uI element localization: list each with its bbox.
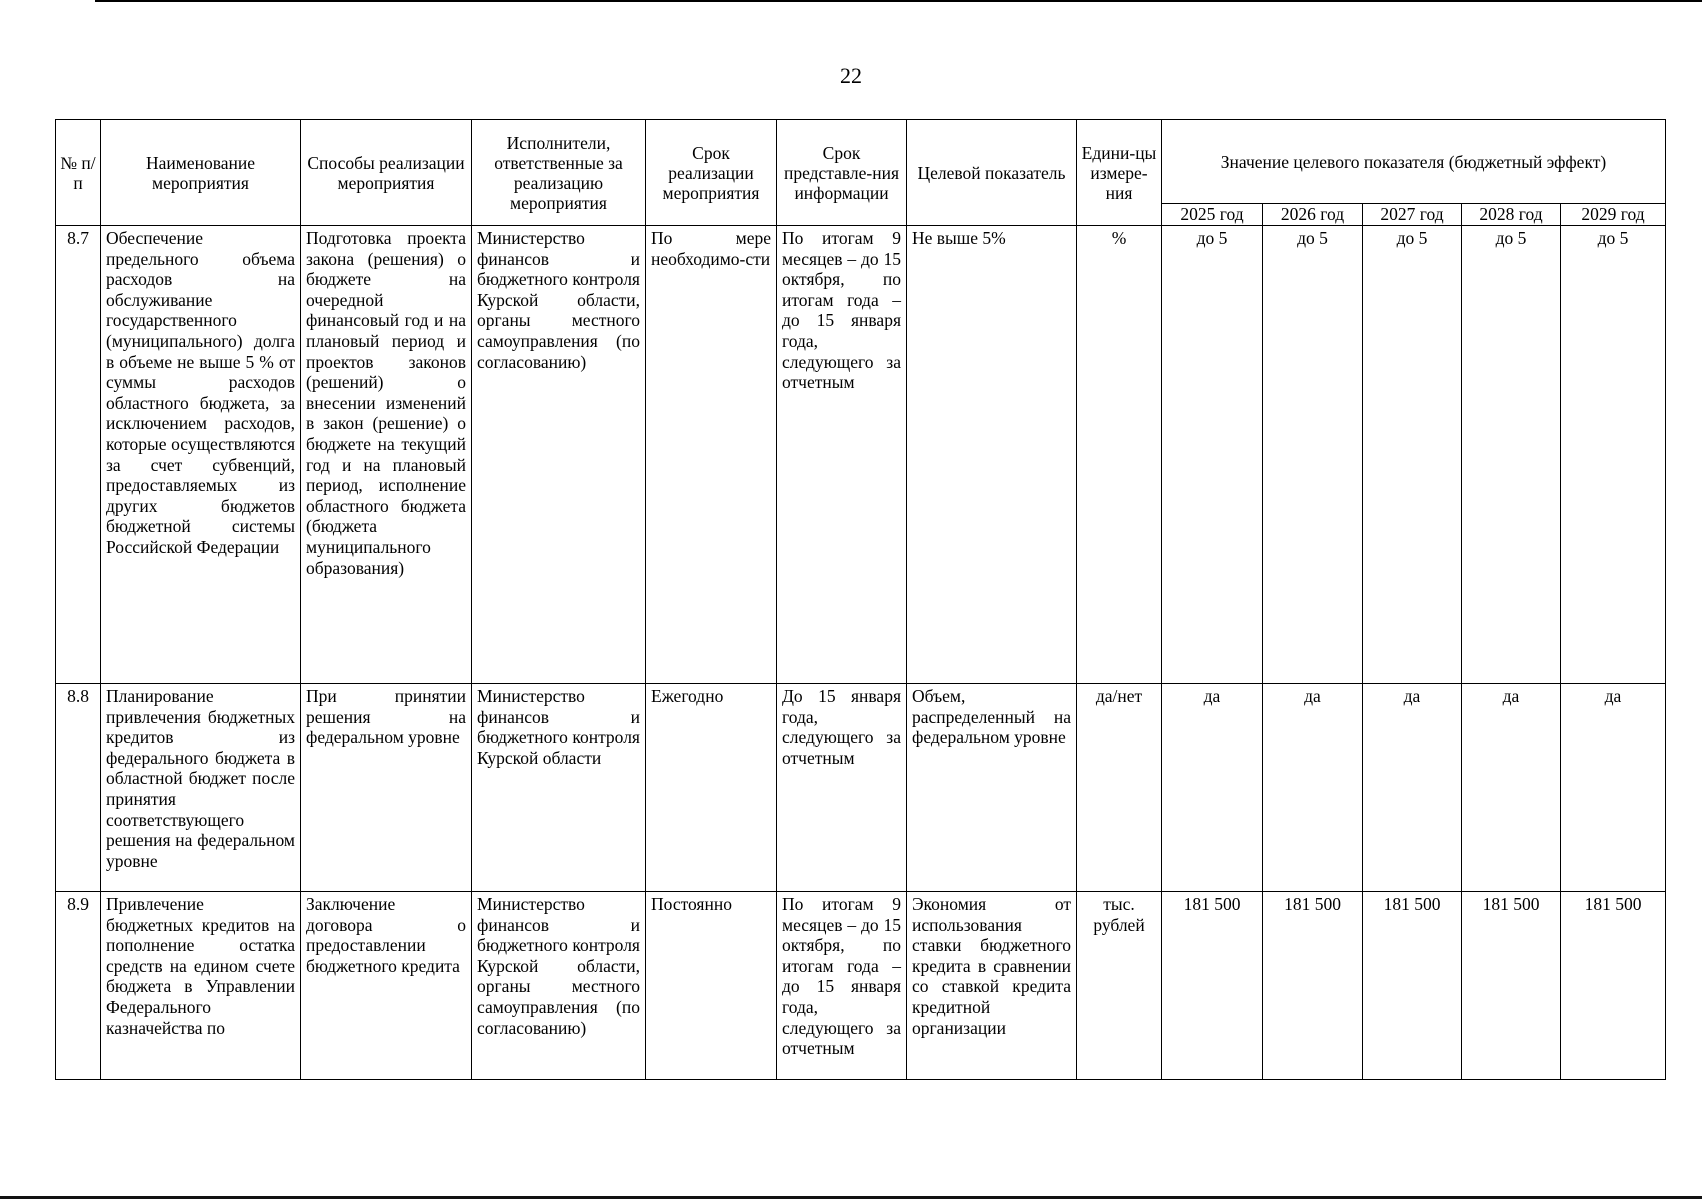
unit: тыс. рублей [1077,892,1162,1080]
measures-table [55,119,1666,1080]
target-indicator: Не выше 5% [907,226,1077,684]
measure-name: Обеспечение предельного объема расходов на обслуживание государственного (муниципального) долга в объеме не выше 5 % от суммы расходов областного бюджета, за исключением расходов, которые осуществляются за счет субвенций, предоставляемых из других бюджетов бюджетной системы Российской Федерации [101,226,301,684]
header-name: Наименование мероприятия [101,120,301,226]
measure-methods: Заключение договора о предоставлении бюджетного кредита [301,892,472,1080]
header-methods: Способы реализации мероприятия [301,120,472,226]
report-term: До 15 января года, следующего за отчетным [777,684,907,892]
value-2026: 181 500 [1263,892,1363,1080]
row-number: 8.8 [56,684,101,892]
value-2025: да [1162,684,1263,892]
header-year: 2026 год [1263,204,1363,226]
table-row [56,226,1666,684]
header-year: 2025 год [1162,204,1263,226]
header-indicator: Целевой показатель [907,120,1077,226]
table-row [56,684,1666,892]
value-2026: до 5 [1263,226,1363,684]
row-number: 8.9 [56,892,101,1080]
report-term: По итогам 9 месяцев – до 15 октября, по итогам года – до 15 января года, следующего за отчетным [777,892,907,1080]
value-2027: до 5 [1363,226,1462,684]
header-year: 2028 год [1462,204,1561,226]
bottom-border-line [0,1196,1702,1199]
row-number: 8.7 [56,226,101,684]
header-report-term: Срок представле-ния информации [777,120,907,226]
measure-name: Планирование привлечения бюджетных кредитов из федерального бюджета в областной бюджет после принятия соответствующего решения на федеральном уровне [101,684,301,892]
value-2029: да [1561,684,1666,892]
value-2025: 181 500 [1162,892,1263,1080]
value-2028: 181 500 [1462,892,1561,1080]
header-target-value: Значение целевого показателя (бюджетный эффект) [1162,120,1666,204]
report-term: По итогам 9 месяцев – до 15 октября, по итогам года – до 15 января года, следующего за отчетным [777,226,907,684]
top-border-line [95,0,1702,2]
target-indicator: Объем, распределенный на федеральном уровне [907,684,1077,892]
value-2028: до 5 [1462,226,1561,684]
value-2026: да [1263,684,1363,892]
value-2028: да [1462,684,1561,892]
measure-executors: Министерство финансов и бюджетного контроля Курской области [472,684,646,892]
value-2029: до 5 [1561,226,1666,684]
value-2025: до 5 [1162,226,1263,684]
measure-methods: При принятии решения на федеральном уровне [301,684,472,892]
target-indicator: Экономия от использования ставки бюджетного кредита в сравнении со ставкой кредита кредитной организации [907,892,1077,1080]
header-executors: Исполнители, ответственные за реализацию мероприятия [472,120,646,226]
header-row [56,120,1666,204]
page-number: 22 [840,63,862,88]
measure-term: По мере необходимо-сти [646,226,777,684]
unit: % [1077,226,1162,684]
header-year: 2027 год [1363,204,1462,226]
measure-term: Ежегодно [646,684,777,892]
value-2027: 181 500 [1363,892,1462,1080]
measure-name: Привлечение бюджетных кредитов на пополнение остатка средств на едином счете бюджета в Управлении Федерального казначейства по [101,892,301,1080]
value-2027: да [1363,684,1462,892]
measure-term: Постоянно [646,892,777,1080]
measure-methods: Подготовка проекта закона (решения) о бюджете на очередной финансовый год и на плановый период и проектов законов (решений) о внесении изменений в закон (решение) о бюджете на текущий год и на плановый период, исполнение областного бюджета (бюджета муниципального образования) [301,226,472,684]
value-2029: 181 500 [1561,892,1666,1080]
table-row [56,892,1666,1080]
header-number: № п/п [56,120,101,226]
unit: да/нет [1077,684,1162,892]
measure-executors: Министерство финансов и бюджетного контроля Курской области, органы местного самоуправления (по согласованию) [472,226,646,684]
header-term: Срок реализации мероприятия [646,120,777,226]
header-unit: Едини-цы измере-ния [1077,120,1162,226]
measure-executors: Министерство финансов и бюджетного контроля Курской области, органы местного самоуправления (по согласованию) [472,892,646,1080]
header-year: 2029 год [1561,204,1666,226]
